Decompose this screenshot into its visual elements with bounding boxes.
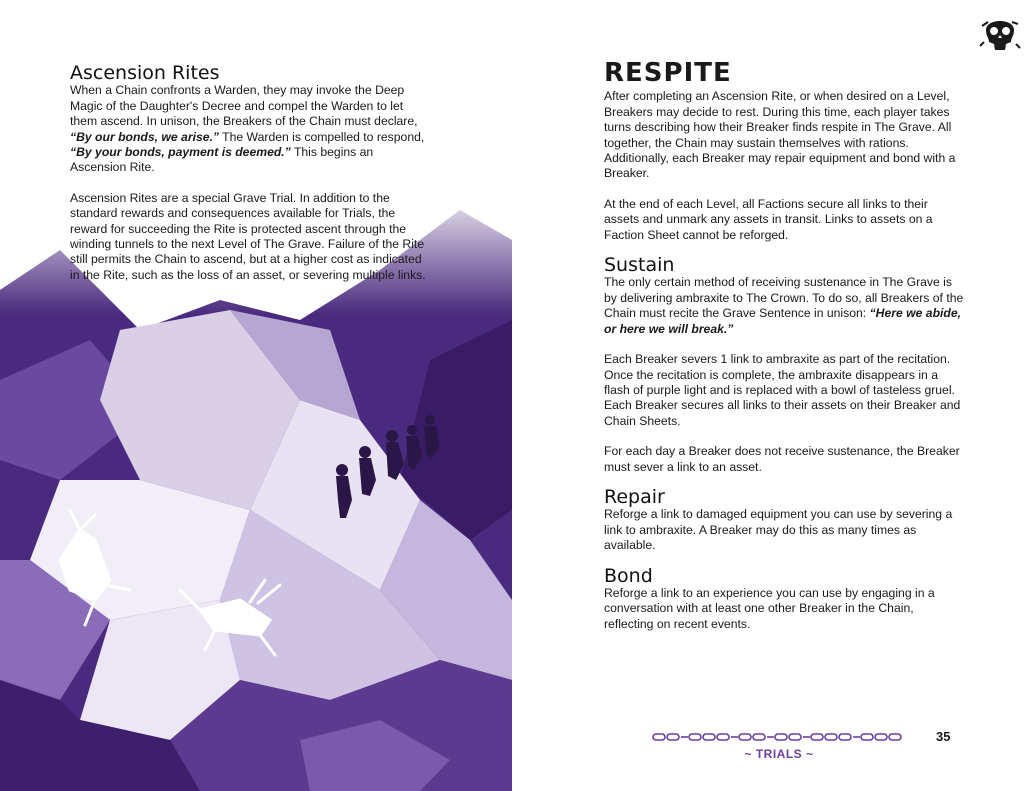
response-quote: “By your bonds, payment is deemed.” [70,145,291,160]
sustain-paragraph-1 [604,275,964,337]
sustain-paragraph-2: Each Breaker severs 1 link to ambraxite as part of the recitation. Once the recitation is complete, the ambraxite disappears in a flash of purple light and is replaced with a bowl of tasteless gruel. Each Breaker secures all links to their assets on their Breaker and Chain Sheets. [604,352,961,428]
page-number: 35 [936,729,951,744]
skull-icon [978,12,1022,56]
text-run: The Warden is compelled to respond, [219,129,425,144]
right-page [512,0,1024,791]
respite-title: RESPITE [604,58,732,88]
sustain-section [604,254,964,475]
text-run: When a Chain confronts a Warden, they may invoke the Deep Magic of the Daughter's Decree and compel the Warden to let them ascend. In unison, the Breakers of the Chain must declare, [70,83,418,129]
respite-paragraph-2: At the end of each Level, all Factions secure all links to their assets and unmark any assets in transit. Links to assets on a Faction Sheet cannot be reforged. [604,196,933,242]
declaration-quote: “By our bonds, we arise.” [70,129,219,144]
repair-heading: Repair [604,485,665,508]
text-run: This begins an Ascension Rite. [70,145,374,175]
repair-section [604,485,964,554]
section-footer-label: ~ TRIALS ~ [744,747,814,761]
sustain-heading: Sustain [604,254,675,277]
repair-paragraph: Reforge a link to damaged equipment you can use by severing a link to ambraxite. A Breaker may do this as many times as available. [604,507,953,553]
right-text-column [604,58,964,647]
bond-heading: Bond [604,564,653,587]
text-run: The only certain method of receiving sustenance in The Grave is by delivering ambraxite to The Crown. To do so, all Breakers of the Chain must recite the Grave Sentence in unison: [604,275,964,321]
respite-paragraph-1: After completing an Ascension Rite, or when desired on a Level, Breakers may decide to rest. During this time, each player takes turns describing how their Breaker finds respite in The Grave. All together, the Chain may sustain themselves with rations. Additionally, each Breaker may repair equipment and bond with a Breaker. [604,89,956,181]
bond-paragraph: Reforge a link to an experience you can use by engaging in a conversation with at least one other Breaker in the Chain, reflecting on recent events. [604,585,935,631]
left-text-column [70,62,430,298]
bond-section [604,564,964,633]
ascension-rites-paragraph-1 [70,83,430,175]
grave-sentence-quote: “Here we abide, or here we will break.” [604,306,962,336]
chain-divider-icon [652,732,907,742]
sustain-paragraph-3: For each day a Breaker does not receive sustenance, the Breaker must sever a link to an asset. [604,444,960,474]
ascension-rites-heading: Ascension Rites [70,62,220,84]
ascension-rites-paragraph-2: Ascension Rites are a special Grave Trial. In addition to the standard rewards and consequences available for Trials, the reward for succeeding the Rite is protected ascent through the winding tunnels to the next Level of The Grave. Failure of the Rite still permits the Chain to ascend, but at a higher cost as indicated in the Rite, such as the loss of an asset, or severing multiple links. [70,190,426,282]
